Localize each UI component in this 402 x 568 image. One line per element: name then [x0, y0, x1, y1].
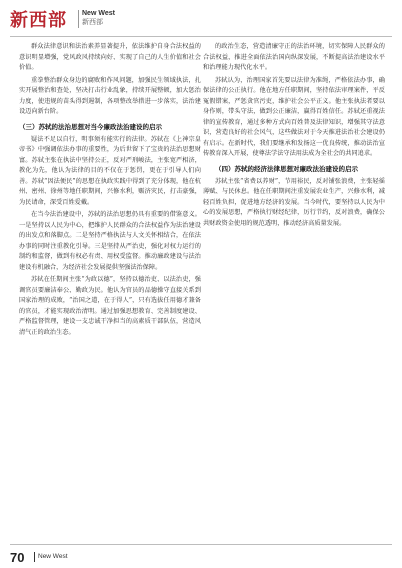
magazine-logo: 新西部 [10, 10, 67, 31]
footer-rule [10, 544, 392, 545]
paragraph: 重拳整治群众身边的腐败和作风问题，加强民生领域执法，扎实开展整治和查处，坚决打击行业乱象，持续开展整顿，加大惩治力度，使违规的苗头得到遏制，各项整改举措进一步落实，法治建设迈向新台阶。 [19, 76, 201, 115]
right-column [203, 42, 385, 231]
footer [10, 548, 392, 564]
section-heading: （四）苏轼的经济法律思想对廉政法治建设的启示 [215, 164, 358, 173]
section-heading: （三）苏轼的法治思想对当今廉政法治建设的启示 [19, 122, 162, 131]
brand-chinese: 新西部 [82, 19, 103, 26]
header-rule [10, 36, 392, 37]
paragraph: 疑法不足以自行，明事须有能实行的法律。苏轼在《上神宗皇帝书》中强调依法办事的重要性，为后世留下了宝贵的法治思想财富。苏轼主张在执法中坚持公正，反对严刑峻法，主张宽严相济，教化为先，他认为法律的目的不仅在于惩罚，更在于引导人们向善。苏轼“因法便民”的思想在执政实践中得到了充分体现，他在杭州、密州、徐州等地任职期间，兴修水利，赈济灾民，打击豪强，为民请命，深受百姓爱戴。 [19, 135, 201, 206]
logo-divider [78, 10, 79, 28]
brand-block [82, 9, 115, 27]
paragraph: 苏轼在任期间主张“为政以德”，坚持以德治吏、以法治吏，强调官员要廉洁奉公、勤政为民。他认为官员的品德操守直接关系到国家治理的成败，“治国之道，在于得人”，只有选拔任用德才兼备的官员，才能实现政治清明。通过加强思想教育、完善制度建设、严格监督管理，建设一支忠诚干净担当的高素质干部队伍，营造风清气正的政治生态。 [19, 276, 201, 336]
masthead [10, 6, 392, 36]
paragraph: 苏轼主张“省费以养财”，节用裕民，反对铺张浪费，主张轻徭薄赋、与民休息。他在任职期间注重发展农业生产，兴修水利，减轻百姓负担，促进地方经济的发展。当今时代，要坚持以人民为中心的发展思想，严格执行财经纪律，厉行节约，反对浪费，确保公共财政资金使用的规范透明，推动经济高质量发展。 [203, 177, 385, 227]
paragraph: 在当今法治建设中，苏轼的法治思想仍具有重要的借鉴意义。一是坚持以人民为中心，把维护人民群众的合法权益作为法治建设的出发点和落脚点。二是坚持严格执法与人文关怀相结合，在依法办事的同时注重教化引导。三是坚持从严治吏，强化对权力运行的制约和监督，做到有权必有责、用权受监督。推动廉政建设与法治建设有机融合，为经济社会发展提供坚强法治保障。 [19, 211, 201, 271]
footer-divider [34, 552, 35, 562]
brand-english: New West [82, 10, 115, 17]
paragraph: 苏轼认为，治理国家首先要以法律为准绳，严格依法办事，确保法律的公正执行。他在地方任职期间，坚持依法审理案件，平反冤假错案，严惩贪官污吏，维护社会公平正义。他主张执法者要以身作则，带头守法，做到公正廉洁，赢得百姓信任。苏轼还重视法律的宣传教育，通过多种方式向百姓普及法律知识，增强其守法意识，营造良好的社会风气，这些做法对于今天推进法治社会建设仍有启示。在新时代，我们要继承和发扬这一优良传统，推动法治宣传教育深入开展，使尊法学法守法用法成为全社会的共同追求。 [203, 76, 385, 157]
paragraph: 群众法律意识和法治素养显著提升，依法维护自身合法权益的意识明显增强，党风政风持续向好、实现了自己的人生价值和社会价值。 [19, 43, 201, 71]
publication-name: New West [38, 553, 68, 560]
page-number: 70 [10, 550, 25, 565]
left-column [19, 42, 201, 340]
paragraph: 的政治生态，营造清廉守正的法治环境，切实保障人民群众的合法权益，推进全面依法治国向纵深发展，不断提高法治建设水平和治理能力现代化水平。 [203, 43, 385, 71]
